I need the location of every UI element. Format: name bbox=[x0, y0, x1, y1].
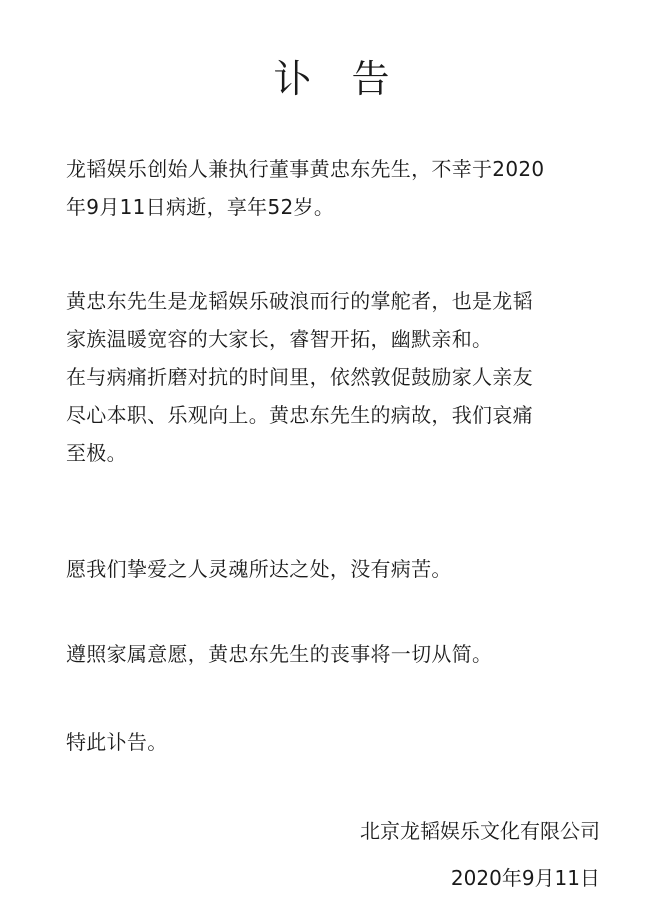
text-line: 黄忠东先生是龙韬娱乐破浪而行的掌舵者，也是龙韬 bbox=[66, 289, 533, 313]
text-line: 特此讣告。 bbox=[66, 730, 168, 754]
text-line: 愿我们挚爱之人灵魂所达之处，没有病苦。 bbox=[66, 557, 452, 581]
document-title: 讣 告 bbox=[273, 57, 404, 101]
text-line: 龙韬娱乐创始人兼执行董事黄忠东先生，不幸于2020 bbox=[66, 157, 545, 181]
paragraph-tribute bbox=[66, 282, 598, 472]
signature-organization: 北京龙韬娱乐文化有限公司 bbox=[360, 819, 600, 843]
text-line: 在与病痛折磨对抗的时间里，依然敦促鼓励家人亲友 bbox=[66, 365, 533, 389]
paragraph-closing bbox=[66, 723, 598, 761]
paragraph-wish bbox=[66, 550, 598, 588]
text-line: 至极。 bbox=[66, 441, 127, 465]
paragraph-funeral-arrangement bbox=[66, 635, 598, 673]
text-line: 尽心本职、乐观向上。黄忠东先生的病故，我们哀痛 bbox=[66, 403, 533, 427]
text-line: 家族温暖宽容的大家长，睿智开拓，幽默亲和。 bbox=[66, 327, 493, 351]
text-line: 遵照家属意愿，黄忠东先生的丧事将一切从简。 bbox=[66, 642, 493, 666]
signature-date: 2020年9月11日 bbox=[450, 866, 600, 890]
text-line: 年9月11日病逝，享年52岁。 bbox=[66, 195, 335, 219]
paragraph-announcement bbox=[66, 150, 598, 226]
